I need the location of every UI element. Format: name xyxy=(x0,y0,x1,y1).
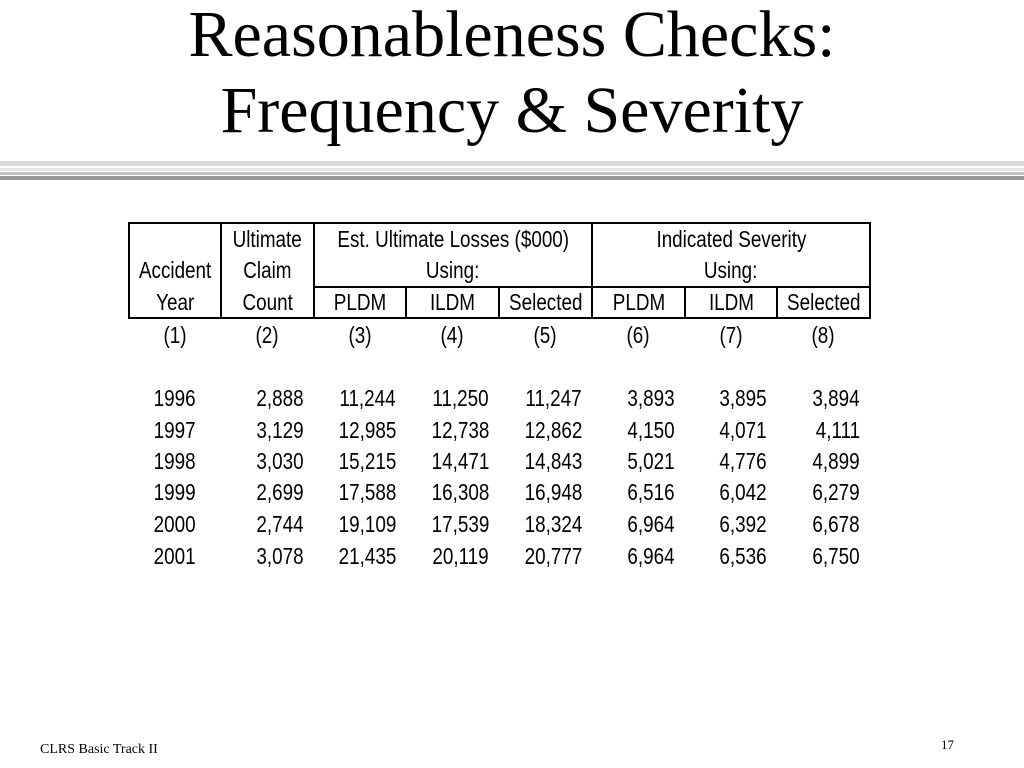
accident-year-cell xyxy=(129,477,221,508)
cell-value: 11,247 xyxy=(525,385,582,411)
column-number xyxy=(499,320,592,351)
column-number xyxy=(777,320,870,351)
cell-value: 6,536 xyxy=(719,543,767,569)
cell-value: 19,109 xyxy=(338,511,396,537)
accident-year-cell xyxy=(129,383,221,414)
column-number-text: (7) xyxy=(719,322,743,348)
accident-year-header xyxy=(129,287,221,318)
column-number-text: (2) xyxy=(255,322,280,348)
title-line: Frequency & Severity xyxy=(220,74,804,147)
header-text: Selected xyxy=(786,289,861,315)
losses-pldm-cell xyxy=(314,415,406,446)
header-text: Using: xyxy=(426,257,480,283)
losses-ildm-cell xyxy=(406,509,499,540)
severity-ildm-cell xyxy=(685,446,777,477)
severity-pldm-cell xyxy=(592,383,685,414)
losses-ildm-cell xyxy=(406,446,499,477)
severity-ildm-cell xyxy=(685,383,777,414)
cell-value: 1998 xyxy=(154,448,196,474)
header-text: Year xyxy=(155,289,195,315)
header-row xyxy=(0,287,1024,318)
est-losses-using xyxy=(314,255,592,286)
losses-ildm-cell xyxy=(406,415,499,446)
header-text: PLDM xyxy=(612,289,665,315)
severity-ildm-cell xyxy=(685,415,777,446)
column-number xyxy=(406,320,499,351)
cell-value: 18,324 xyxy=(524,511,582,537)
cell-value: 6,516 xyxy=(627,479,675,505)
cell-value: 1999 xyxy=(154,479,196,505)
header-row xyxy=(0,224,1024,255)
severity-ildm-cell xyxy=(685,477,777,508)
est-losses-header xyxy=(314,224,592,255)
cell-value: 12,862 xyxy=(524,417,582,443)
cell-value: 5,021 xyxy=(627,448,675,474)
table-row xyxy=(0,446,1024,477)
severity-pldm-cell xyxy=(592,446,685,477)
column-number xyxy=(221,320,314,351)
claim-count-cell xyxy=(221,383,314,414)
losses-selected-cell xyxy=(499,383,592,414)
header-text: Count xyxy=(242,289,293,315)
header-text: PLDM xyxy=(333,289,387,315)
column-number-row xyxy=(0,320,1024,351)
slide-title xyxy=(0,0,1024,149)
title-rule xyxy=(0,168,1024,171)
cell-value: 6,964 xyxy=(627,543,675,569)
accident-year-cell xyxy=(129,415,221,446)
accident-year-header xyxy=(129,255,221,286)
header-text: ILDM xyxy=(708,289,754,315)
accident-year-cell xyxy=(129,509,221,540)
column-number xyxy=(314,320,406,351)
cell-value: 16,308 xyxy=(431,479,489,505)
column-number-text: (3) xyxy=(348,322,372,348)
column-number-text: (4) xyxy=(440,322,465,348)
losses-selected-cell xyxy=(499,477,592,508)
claim-count-header xyxy=(221,287,314,318)
severity-pldm-cell xyxy=(592,541,685,572)
cell-value: 11,250 xyxy=(432,385,489,411)
severity-ildm-cell xyxy=(685,541,777,572)
cell-value: 3,030 xyxy=(256,448,304,474)
cell-value: 15,215 xyxy=(338,448,396,474)
column-number xyxy=(685,320,777,351)
cell-value: 3,129 xyxy=(256,417,304,443)
title-rule xyxy=(0,172,1024,175)
cell-value: 17,539 xyxy=(431,511,489,537)
header-text: Indicated Severity xyxy=(656,226,806,252)
indicated-severity-using xyxy=(592,255,870,286)
header-text: Claim xyxy=(243,257,292,283)
header-row xyxy=(0,255,1024,286)
cell-value: 6,678 xyxy=(812,511,860,537)
cell-value: 12,738 xyxy=(431,417,489,443)
cell-value: 1997 xyxy=(154,417,196,443)
header-text: Using: xyxy=(704,257,758,283)
column-number-text: (1) xyxy=(163,322,187,348)
cell-value: 4,150 xyxy=(627,417,675,443)
severity-pldm-cell xyxy=(592,509,685,540)
cell-value: 2001 xyxy=(154,543,196,569)
cell-value: 6,392 xyxy=(719,511,767,537)
losses-selected-header xyxy=(499,287,592,318)
cell-value: 2000 xyxy=(154,511,196,537)
header-text: Accident xyxy=(138,257,212,283)
table-row xyxy=(0,541,1024,572)
cell-value: 11,244 xyxy=(339,385,396,411)
severity-pldm-header xyxy=(592,287,685,318)
losses-pldm-cell xyxy=(314,477,406,508)
column-number-text: (5) xyxy=(533,322,558,348)
table-row xyxy=(0,509,1024,540)
table-row xyxy=(0,415,1024,446)
claim-count-cell xyxy=(221,446,314,477)
severity-ildm-header xyxy=(685,287,777,318)
severity-ildm-cell xyxy=(685,509,777,540)
footer-text: CLRS Basic Track II xyxy=(40,742,158,757)
indicated-severity-header xyxy=(592,224,870,255)
column-number xyxy=(592,320,685,351)
header-text: Ultimate xyxy=(232,226,303,252)
severity-selected-cell xyxy=(777,509,870,540)
cell-value: 4,111 xyxy=(815,417,860,443)
cell-value: 6,279 xyxy=(812,479,860,505)
cell-value: 17,588 xyxy=(338,479,396,505)
cell-value: 6,042 xyxy=(719,479,767,505)
cell-value: 1996 xyxy=(154,385,196,411)
cell-value: 16,948 xyxy=(524,479,582,505)
cell-value: 4,899 xyxy=(812,448,860,474)
losses-pldm-header xyxy=(314,287,406,318)
cell-value: 4,071 xyxy=(719,417,767,443)
cell-value: 3,895 xyxy=(719,385,767,411)
title-line: Reasonableness Checks: xyxy=(188,0,836,71)
claim-count-header xyxy=(221,224,314,255)
cell-value: 6,750 xyxy=(812,543,860,569)
severity-selected-cell xyxy=(777,477,870,508)
losses-selected-cell xyxy=(499,541,592,572)
cell-value: 12,985 xyxy=(338,417,396,443)
losses-selected-cell xyxy=(499,509,592,540)
cell-value: 4,776 xyxy=(719,448,767,474)
cell-value: 3,893 xyxy=(627,385,675,411)
cell-value: 14,843 xyxy=(524,448,582,474)
cell-value: 3,894 xyxy=(812,385,860,411)
cell-value: 6,964 xyxy=(627,511,675,537)
cell-value: 21,435 xyxy=(338,543,396,569)
claim-count-header xyxy=(221,255,314,286)
accident-year-cell xyxy=(129,541,221,572)
title-rule xyxy=(0,176,1024,180)
column-number-text: (6) xyxy=(626,322,651,348)
accident-year-cell xyxy=(129,446,221,477)
losses-pldm-cell xyxy=(314,446,406,477)
cell-value: 2,888 xyxy=(256,385,304,411)
losses-selected-cell xyxy=(499,446,592,477)
claim-count-cell xyxy=(221,477,314,508)
losses-selected-cell xyxy=(499,415,592,446)
severity-selected-cell xyxy=(777,383,870,414)
losses-ildm-header xyxy=(406,287,499,318)
severity-selected-header xyxy=(777,287,870,318)
header-text: ILDM xyxy=(429,289,476,315)
claim-count-cell xyxy=(221,415,314,446)
losses-pldm-cell xyxy=(314,509,406,540)
severity-pldm-cell xyxy=(592,477,685,508)
losses-ildm-cell xyxy=(406,477,499,508)
cell-value: 20,777 xyxy=(524,543,582,569)
table-row xyxy=(0,383,1024,414)
claim-count-cell xyxy=(221,509,314,540)
cell-value: 2,744 xyxy=(256,511,304,537)
column-number xyxy=(129,320,221,351)
column-number-text: (8) xyxy=(811,322,836,348)
cell-value: 3,078 xyxy=(256,543,304,569)
cell-value: 14,471 xyxy=(431,448,489,474)
severity-selected-cell xyxy=(777,446,870,477)
losses-pldm-cell xyxy=(314,383,406,414)
header-text: Est. Ultimate Losses ($000) xyxy=(337,226,569,252)
claim-count-cell xyxy=(221,541,314,572)
cell-value: 20,119 xyxy=(432,543,489,569)
severity-selected-cell xyxy=(777,415,870,446)
severity-selected-cell xyxy=(777,541,870,572)
title-rule xyxy=(0,161,1024,166)
losses-ildm-cell xyxy=(406,541,499,572)
severity-pldm-cell xyxy=(592,415,685,446)
page-number: 17 xyxy=(941,737,954,752)
header-text: Selected xyxy=(508,289,583,315)
losses-pldm-cell xyxy=(314,541,406,572)
table-row xyxy=(0,477,1024,508)
losses-ildm-cell xyxy=(406,383,499,414)
cell-value: 2,699 xyxy=(256,479,304,505)
